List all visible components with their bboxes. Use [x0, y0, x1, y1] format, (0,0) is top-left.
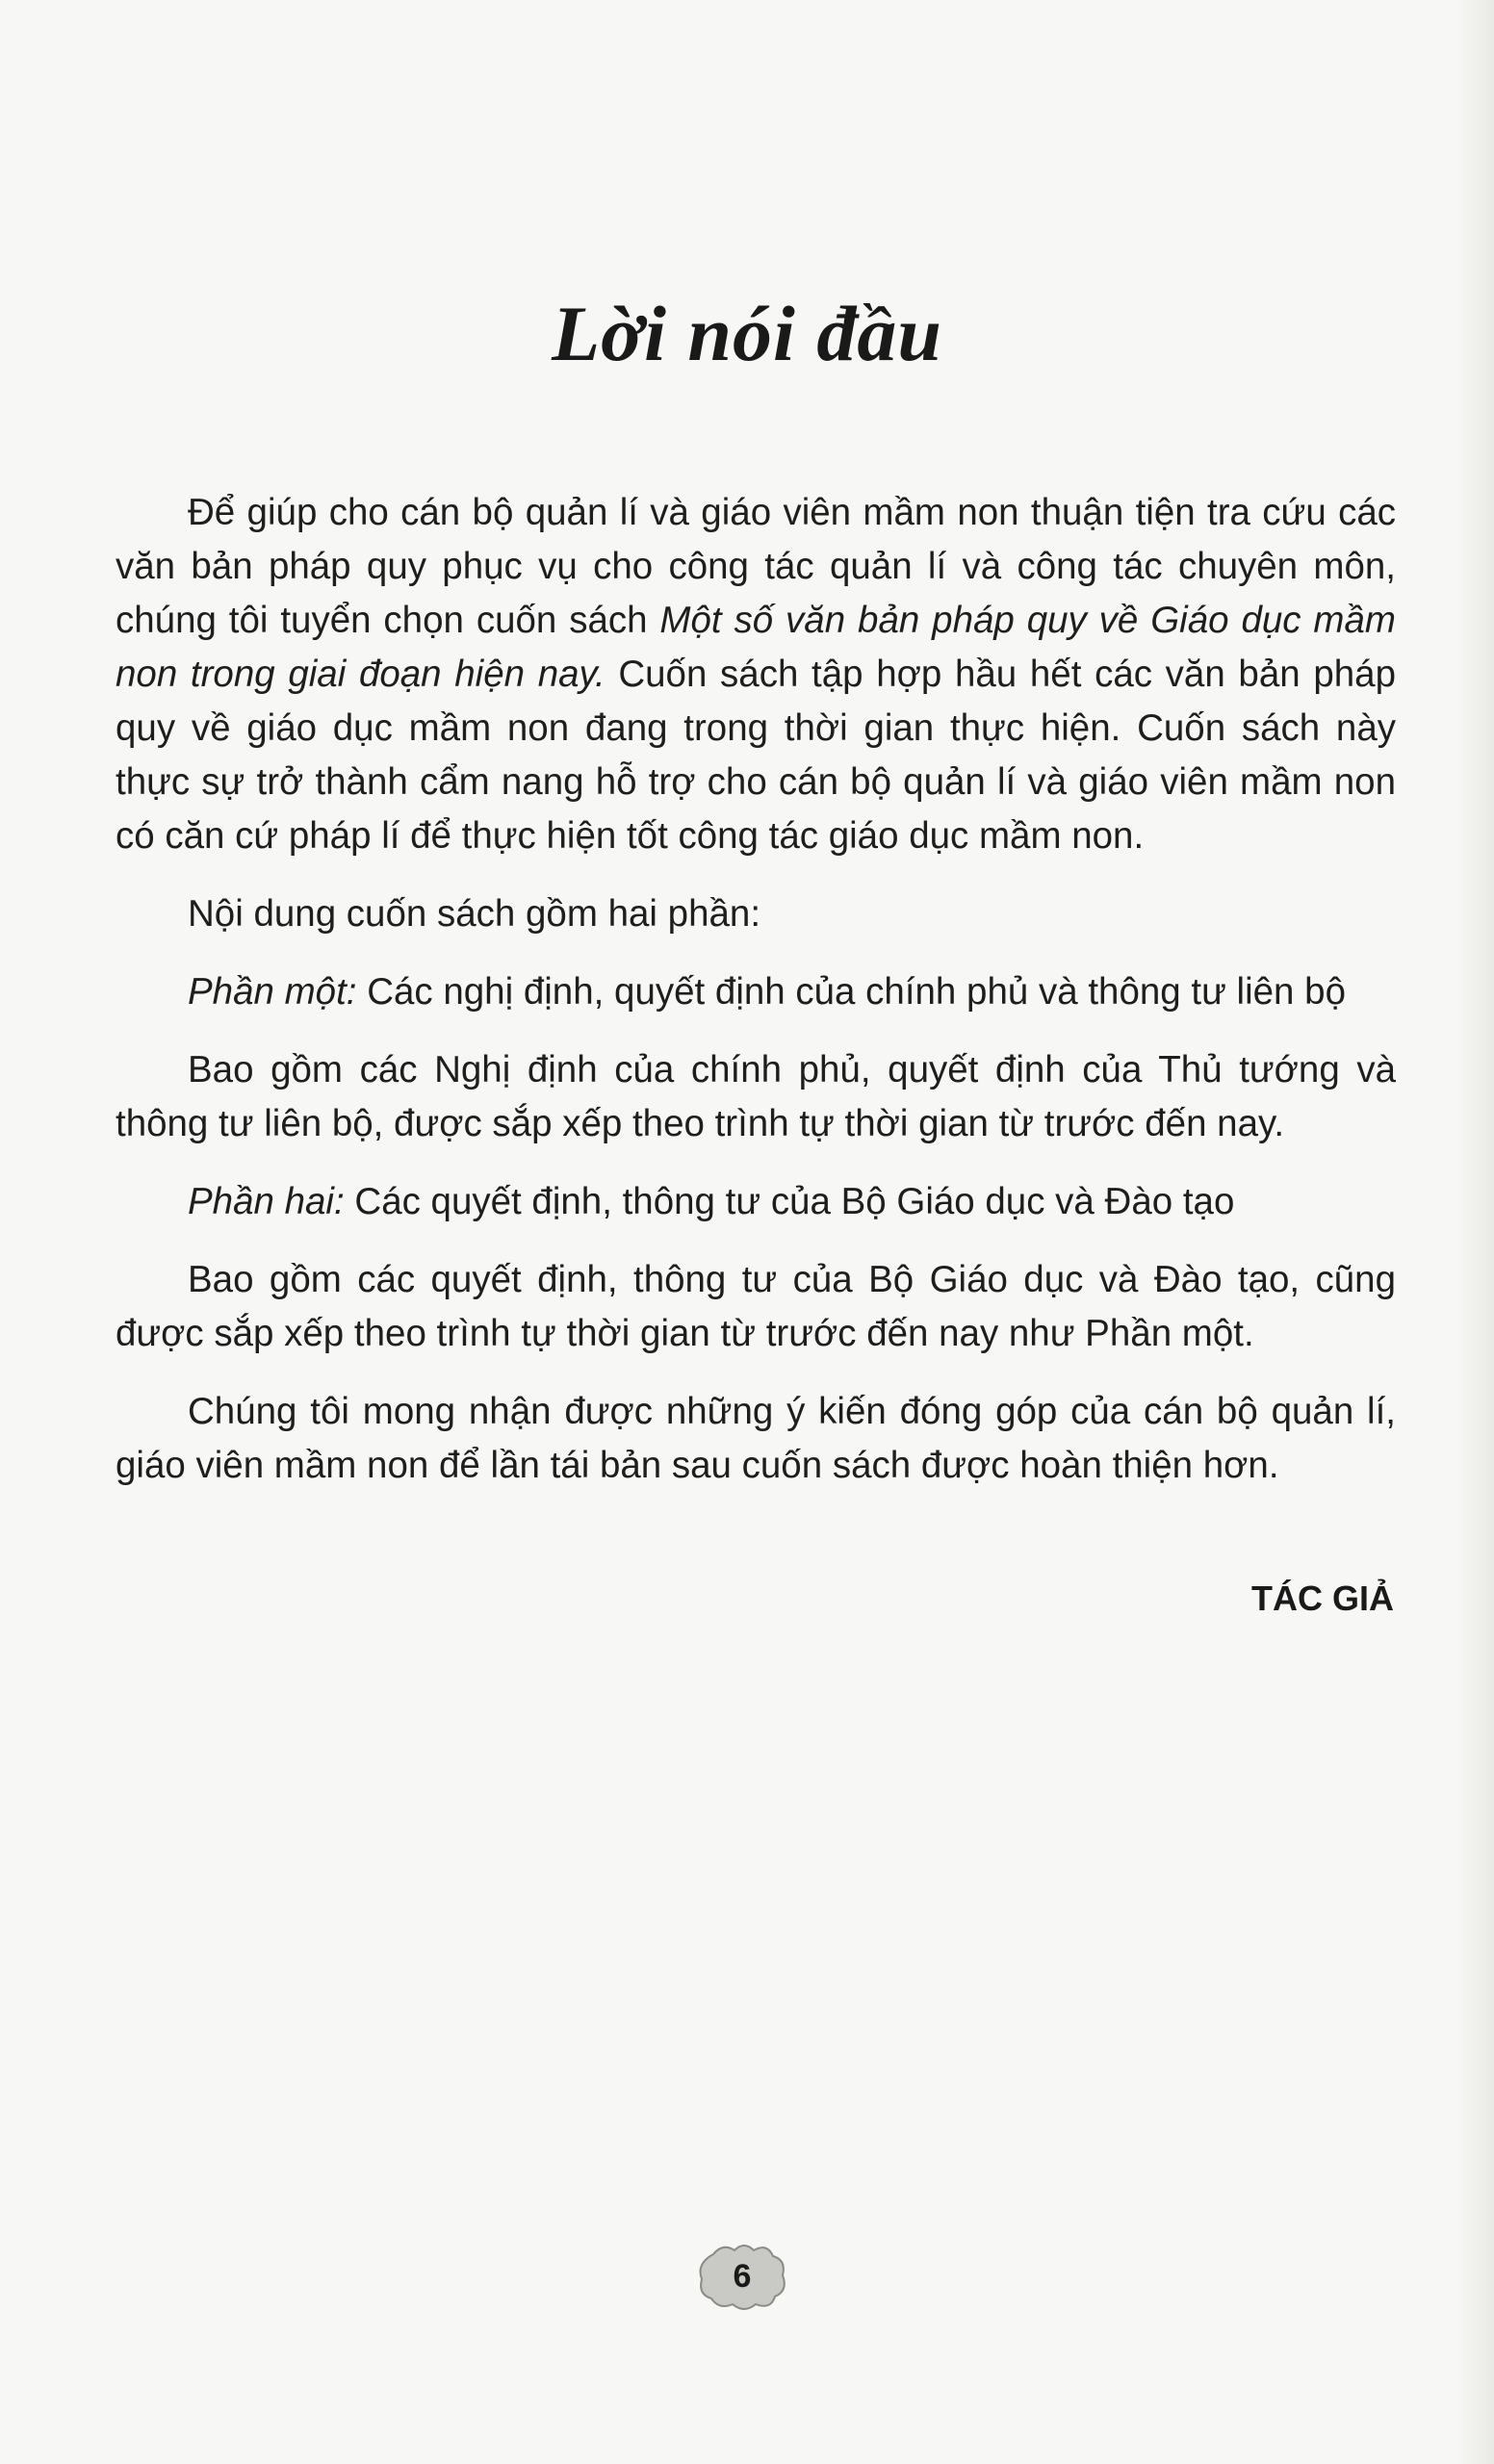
- intro-text-part1: Để giúp cho cán bộ quản lí và giáo viên mầm non thuận tiện tra cứu các văn bản pháp quy phục vụ cho công tác quản lí và công tác chuyên môn, chúng tôi tuyển chọn cuốn sách: [116, 492, 1396, 641]
- part-two-description: Bao gồm các quyết định, thông tư của Bộ Giáo dục và Đào tạo, cũng được sắp xếp theo trình tự thời gian từ trước đến nay như Phần một.: [116, 1259, 1396, 1354]
- author-signature: TÁC GIẢ: [1251, 1578, 1394, 1618]
- part-one-title: Các nghị định, quyết định của chính phủ và thông tư liên bộ: [356, 971, 1346, 1013]
- part-two-label: Phần hai:: [188, 1181, 345, 1222]
- intro-text-part2: Cuốn sách tập hợp hầu hết các văn bản pháp quy về giáo dục mầm non đang trong thời gian thực hiện. Cuốn sách này thực sự trở thành cẩm nang hỗ trợ cho cán bộ quản lí và giáo viên mầm non có căn cứ pháp lí để thực hiện tốt công tác giáo dục mầm non.: [116, 654, 1396, 857]
- part-two-heading: [116, 1175, 1396, 1229]
- part-one-label: Phần một:: [188, 971, 357, 1013]
- part-one-heading: [116, 965, 1396, 1019]
- part-one-description: Bao gồm các Nghị định của chính phủ, quyết định của Thủ tướng và thông tư liên bộ, được sắp xếp theo trình tự thời gian từ trước đến nay.: [116, 1049, 1396, 1144]
- page-number-badge: [694, 2241, 790, 2312]
- page-title: Lời nói đầu: [552, 290, 942, 377]
- preface-body: [116, 486, 1396, 1517]
- closing-paragraph: Chúng tôi mong nhận được những ý kiến đóng góp của cán bộ quản lí, giáo viên mầm non để lần tái bản sau cuốn sách được hoàn thiện hơn.: [116, 1391, 1396, 1486]
- intro-book-title: Một số văn bản pháp quy về Giáo dục mầm non trong giai đoạn hiện nay.: [116, 600, 1396, 695]
- content-intro-paragraph: Nội dung cuốn sách gồm hai phần:: [188, 893, 761, 935]
- page-number: 6: [733, 2258, 752, 2295]
- intro-paragraph: [116, 486, 1396, 863]
- part-two-title: Các quyết định, thông tư của Bộ Giáo dục và Đào tạo: [344, 1181, 1235, 1222]
